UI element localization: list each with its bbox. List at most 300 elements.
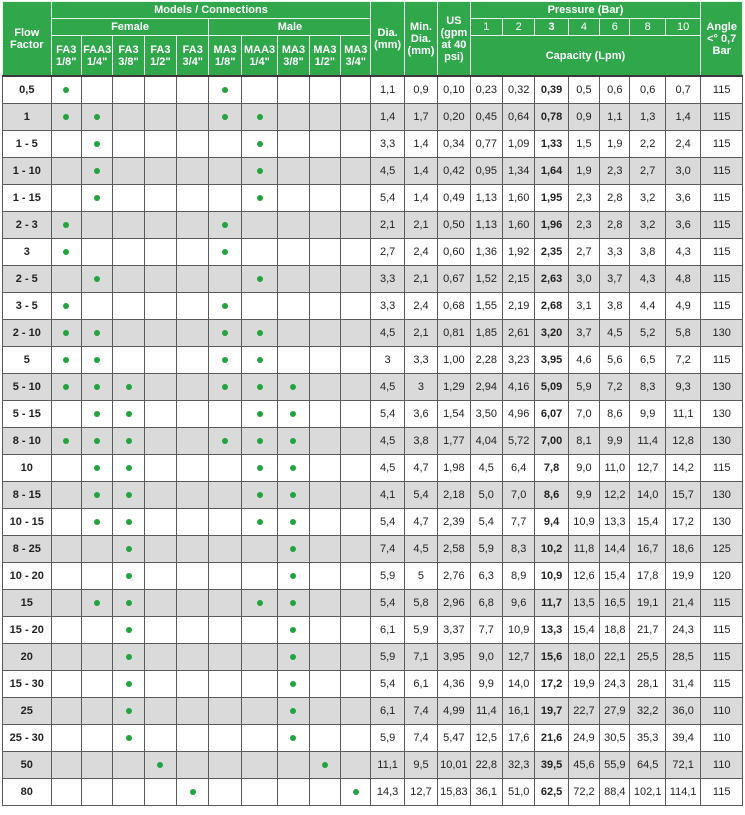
header-female bbox=[51, 19, 209, 36]
capacity-cell: 0,78 bbox=[535, 104, 568, 131]
capacity-cell: 10,9 bbox=[568, 509, 599, 536]
capacity-cell: 7,0 bbox=[568, 401, 599, 428]
availability-dot-icon bbox=[290, 681, 296, 687]
male-model-cell bbox=[241, 752, 277, 779]
min-dia-cell: 4,5 bbox=[404, 536, 437, 563]
female-model-cell bbox=[177, 509, 209, 536]
male-model-cell bbox=[341, 536, 371, 563]
flow-factor-cell: 25 - 30 bbox=[3, 725, 52, 752]
model-faa3-1-4 bbox=[81, 36, 112, 77]
table-row bbox=[3, 779, 743, 806]
female-model-cell bbox=[177, 644, 209, 671]
female-model-cell bbox=[113, 536, 144, 563]
min-dia-cell: 6,1 bbox=[404, 671, 437, 698]
male-model-cell bbox=[341, 131, 371, 158]
male-model-cell bbox=[241, 158, 277, 185]
table-row bbox=[3, 644, 743, 671]
us-gpm-cell: 0,68 bbox=[438, 293, 470, 320]
female-model-cell bbox=[177, 779, 209, 806]
availability-dot-icon bbox=[94, 195, 100, 201]
capacity-cell: 15,6 bbox=[535, 644, 568, 671]
capacity-cell: 0,6 bbox=[600, 76, 630, 104]
us-gpm-cell: 10,01 bbox=[438, 752, 470, 779]
male-model-cell bbox=[278, 671, 309, 698]
min-dia-cell: 5 bbox=[404, 563, 437, 590]
male-model-cell bbox=[309, 212, 340, 239]
angle-cell: 115 bbox=[701, 212, 743, 239]
female-model-cell bbox=[81, 428, 112, 455]
male-model-cell bbox=[309, 779, 340, 806]
capacity-cell: 21,6 bbox=[535, 725, 568, 752]
capacity-cell: 3,7 bbox=[568, 320, 599, 347]
angle-cell: 115 bbox=[701, 158, 743, 185]
availability-dot-icon bbox=[257, 492, 263, 498]
capacity-cell: 1,92 bbox=[502, 239, 534, 266]
us-gpm-cell: 0,10 bbox=[438, 76, 470, 104]
table-row bbox=[3, 239, 743, 266]
flow-factor-cell: 1 bbox=[3, 104, 52, 131]
angle-cell: 130 bbox=[701, 374, 743, 401]
female-model-cell bbox=[177, 76, 209, 104]
capacity-cell: 5,9 bbox=[568, 374, 599, 401]
male-model-cell bbox=[241, 644, 277, 671]
model-label: MA3 1/8" bbox=[213, 43, 237, 68]
female-model-cell bbox=[113, 185, 144, 212]
capacity-cell: 0,77 bbox=[470, 131, 502, 158]
capacity-cell: 4,8 bbox=[665, 266, 700, 293]
capacity-cell: 19,7 bbox=[535, 698, 568, 725]
capacity-cell: 7,2 bbox=[600, 374, 630, 401]
capacity-cell: 2,8 bbox=[600, 212, 630, 239]
capacity-cell: 32,3 bbox=[502, 752, 534, 779]
angle-cell: 115 bbox=[701, 671, 743, 698]
angle-cell: 130 bbox=[701, 401, 743, 428]
dia-cell: 1,4 bbox=[371, 104, 404, 131]
capacity-cell: 17,2 bbox=[535, 671, 568, 698]
capacity-cell: 1,60 bbox=[502, 212, 534, 239]
availability-dot-icon bbox=[322, 762, 328, 768]
male-model-cell bbox=[341, 374, 371, 401]
female-model-cell bbox=[144, 590, 176, 617]
female-model-cell bbox=[81, 671, 112, 698]
capacity-cell: 15,4 bbox=[630, 509, 665, 536]
capacity-cell: 2,61 bbox=[502, 320, 534, 347]
table-row bbox=[3, 428, 743, 455]
table-row bbox=[3, 617, 743, 644]
availability-dot-icon bbox=[222, 114, 228, 120]
capacity-cell: 114,1 bbox=[665, 779, 700, 806]
male-model-cell bbox=[278, 428, 309, 455]
dia-cell: 3,3 bbox=[371, 266, 404, 293]
capacity-cell: 5,8 bbox=[665, 320, 700, 347]
capacity-cell: 1,34 bbox=[502, 158, 534, 185]
pressure-col-4: 4 bbox=[568, 19, 599, 36]
capacity-cell: 31,4 bbox=[665, 671, 700, 698]
female-model-cell bbox=[113, 725, 144, 752]
capacity-cell: 11,1 bbox=[665, 401, 700, 428]
female-model-cell bbox=[51, 644, 81, 671]
female-model-cell bbox=[144, 698, 176, 725]
dia-cell: 2,7 bbox=[371, 239, 404, 266]
male-model-cell bbox=[209, 104, 241, 131]
male-model-cell bbox=[209, 644, 241, 671]
capacity-cell: 3,6 bbox=[665, 185, 700, 212]
table-row bbox=[3, 158, 743, 185]
us-gpm-cell: 4,99 bbox=[438, 698, 470, 725]
capacity-cell: 19,1 bbox=[630, 590, 665, 617]
header-min-dia bbox=[404, 2, 437, 77]
dia-cell: 5,9 bbox=[371, 725, 404, 752]
capacity-cell: 1,5 bbox=[568, 131, 599, 158]
male-model-cell bbox=[341, 239, 371, 266]
capacity-cell: 17,8 bbox=[630, 563, 665, 590]
dia-cell: 4,1 bbox=[371, 482, 404, 509]
flow-factor-cell: 1 - 10 bbox=[3, 158, 52, 185]
min-dia-cell: 5,9 bbox=[404, 617, 437, 644]
capacity-cell: 36,1 bbox=[470, 779, 502, 806]
male-model-cell bbox=[209, 347, 241, 374]
female-model-cell bbox=[113, 779, 144, 806]
female-model-cell bbox=[81, 185, 112, 212]
male-model-cell bbox=[309, 374, 340, 401]
male-model-cell bbox=[209, 482, 241, 509]
female-model-cell bbox=[51, 671, 81, 698]
male-model-cell bbox=[241, 239, 277, 266]
angle-cell: 115 bbox=[701, 455, 743, 482]
availability-dot-icon bbox=[290, 627, 296, 633]
capacity-cell: 2,68 bbox=[535, 293, 568, 320]
male-model-cell bbox=[209, 131, 241, 158]
male-model-cell bbox=[341, 671, 371, 698]
model-label: FA3 1/8" bbox=[56, 43, 77, 68]
header-pressure bbox=[470, 2, 701, 19]
male-model-cell bbox=[241, 185, 277, 212]
capacity-cell: 4,5 bbox=[470, 455, 502, 482]
female-model-cell bbox=[113, 347, 144, 374]
flow-factor-cell: 2 - 10 bbox=[3, 320, 52, 347]
pressure-col-2: 2 bbox=[502, 19, 534, 36]
male-model-cell bbox=[278, 509, 309, 536]
flow-factor-cell: 25 bbox=[3, 698, 52, 725]
female-model-cell bbox=[81, 455, 112, 482]
capacity-cell: 7,7 bbox=[502, 509, 534, 536]
flow-factor-cell: 50 bbox=[3, 752, 52, 779]
dia-cell: 3,3 bbox=[371, 293, 404, 320]
availability-dot-icon bbox=[94, 276, 100, 282]
dia-cell: 5,4 bbox=[371, 590, 404, 617]
capacity-cell: 8,3 bbox=[502, 536, 534, 563]
dia-cell: 4,5 bbox=[371, 428, 404, 455]
capacity-cell: 19,9 bbox=[665, 563, 700, 590]
male-model-cell bbox=[278, 698, 309, 725]
capacity-cell: 4,3 bbox=[630, 266, 665, 293]
table-row bbox=[3, 482, 743, 509]
female-model-cell bbox=[51, 293, 81, 320]
male-model-cell bbox=[278, 212, 309, 239]
availability-dot-icon bbox=[290, 654, 296, 660]
capacity-cell: 7,0 bbox=[502, 482, 534, 509]
male-model-cell bbox=[209, 698, 241, 725]
capacity-cell: 5,0 bbox=[470, 482, 502, 509]
availability-dot-icon bbox=[94, 330, 100, 336]
capacity-cell: 2,35 bbox=[535, 239, 568, 266]
dia-cell: 14,3 bbox=[371, 779, 404, 806]
female-model-cell bbox=[113, 212, 144, 239]
flow-factor-cell: 2 - 5 bbox=[3, 266, 52, 293]
flow-factor-cell: 10 - 15 bbox=[3, 509, 52, 536]
female-model-cell bbox=[177, 212, 209, 239]
male-model-cell bbox=[209, 293, 241, 320]
female-model-cell bbox=[177, 698, 209, 725]
availability-dot-icon bbox=[190, 789, 196, 795]
availability-dot-icon bbox=[126, 438, 132, 444]
capacity-cell: 8,3 bbox=[630, 374, 665, 401]
availability-dot-icon bbox=[353, 789, 359, 795]
min-dia-cell: 3,8 bbox=[404, 428, 437, 455]
model-label: FA3 1/2" bbox=[150, 43, 171, 68]
model-label: FA3 3/8" bbox=[118, 43, 139, 68]
male-model-cell bbox=[309, 725, 340, 752]
capacity-cell: 0,95 bbox=[470, 158, 502, 185]
table-body bbox=[3, 76, 743, 806]
capacity-cell: 13,5 bbox=[568, 590, 599, 617]
male-model-cell bbox=[241, 482, 277, 509]
male-model-cell bbox=[341, 590, 371, 617]
capacity-cell: 2,15 bbox=[502, 266, 534, 293]
male-model-cell bbox=[341, 185, 371, 212]
us-gpm-cell: 1,54 bbox=[438, 401, 470, 428]
flow-factor-cell: 10 bbox=[3, 455, 52, 482]
male-model-cell bbox=[341, 428, 371, 455]
male-model-cell bbox=[341, 320, 371, 347]
male-model-cell bbox=[209, 239, 241, 266]
capacity-cell: 1,1 bbox=[600, 104, 630, 131]
availability-dot-icon bbox=[257, 276, 263, 282]
table-row bbox=[3, 509, 743, 536]
capacity-cell: 4,3 bbox=[665, 239, 700, 266]
male-model-cell bbox=[241, 76, 277, 104]
male-model-cell bbox=[278, 590, 309, 617]
male-model-cell bbox=[309, 455, 340, 482]
female-model-cell bbox=[177, 752, 209, 779]
availability-dot-icon bbox=[126, 384, 132, 390]
male-model-cell bbox=[309, 320, 340, 347]
female-model-cell bbox=[81, 131, 112, 158]
female-model-cell bbox=[51, 104, 81, 131]
female-model-cell bbox=[51, 482, 81, 509]
female-model-cell bbox=[113, 455, 144, 482]
table-row bbox=[3, 374, 743, 401]
female-model-cell bbox=[51, 347, 81, 374]
us-gpm-cell: 0,81 bbox=[438, 320, 470, 347]
flow-factor-cell: 5 bbox=[3, 347, 52, 374]
availability-dot-icon bbox=[257, 114, 263, 120]
table-row bbox=[3, 752, 743, 779]
female-model-cell bbox=[51, 266, 81, 293]
us-gpm-cell: 2,76 bbox=[438, 563, 470, 590]
capacity-cell: 3,6 bbox=[665, 212, 700, 239]
flow-factor-cell: 3 - 5 bbox=[3, 293, 52, 320]
capacity-cell: 72,2 bbox=[568, 779, 599, 806]
male-model-cell bbox=[209, 266, 241, 293]
capacity-cell: 21,4 bbox=[665, 590, 700, 617]
male-model-cell bbox=[209, 320, 241, 347]
dia-cell: 2,1 bbox=[371, 212, 404, 239]
capacity-cell: 12,7 bbox=[502, 644, 534, 671]
capacity-cell: 6,4 bbox=[502, 455, 534, 482]
female-model-cell bbox=[113, 158, 144, 185]
us-gpm-cell: 15,83 bbox=[438, 779, 470, 806]
table-row bbox=[3, 185, 743, 212]
availability-dot-icon bbox=[257, 411, 263, 417]
us-gpm-cell: 0,34 bbox=[438, 131, 470, 158]
availability-dot-icon bbox=[126, 681, 132, 687]
capacity-cell: 1,96 bbox=[535, 212, 568, 239]
capacity-cell: 12,5 bbox=[470, 725, 502, 752]
availability-dot-icon bbox=[94, 465, 100, 471]
female-model-cell bbox=[51, 455, 81, 482]
dia-cell: 6,1 bbox=[371, 617, 404, 644]
male-model-cell bbox=[309, 671, 340, 698]
female-model-cell bbox=[81, 212, 112, 239]
capacity-cell: 4,9 bbox=[665, 293, 700, 320]
capacity-cell: 2,8 bbox=[600, 185, 630, 212]
flow-factor-cell: 10 - 20 bbox=[3, 563, 52, 590]
capacity-cell: 24,3 bbox=[665, 617, 700, 644]
availability-dot-icon bbox=[63, 384, 69, 390]
availability-dot-icon bbox=[222, 249, 228, 255]
availability-dot-icon bbox=[257, 384, 263, 390]
male-model-cell bbox=[209, 752, 241, 779]
female-model-cell bbox=[177, 536, 209, 563]
angle-cell: 115 bbox=[701, 347, 743, 374]
female-model-cell bbox=[51, 185, 81, 212]
angle-cell: 130 bbox=[701, 428, 743, 455]
male-model-cell bbox=[309, 185, 340, 212]
male-model-cell bbox=[309, 104, 340, 131]
capacity-cell: 9,0 bbox=[568, 455, 599, 482]
dia-cell: 5,4 bbox=[371, 185, 404, 212]
male-model-cell bbox=[278, 563, 309, 590]
dia-cell: 4,5 bbox=[371, 374, 404, 401]
male-model-cell bbox=[209, 185, 241, 212]
capacity-cell: 8,9 bbox=[502, 563, 534, 590]
female-model-cell bbox=[51, 725, 81, 752]
capacity-cell: 9,9 bbox=[630, 401, 665, 428]
female-model-cell bbox=[144, 347, 176, 374]
availability-dot-icon bbox=[126, 465, 132, 471]
male-model-cell bbox=[241, 293, 277, 320]
capacity-cell: 2,7 bbox=[630, 158, 665, 185]
capacity-cell: 1,33 bbox=[535, 131, 568, 158]
male-model-cell bbox=[209, 536, 241, 563]
flow-factor-cell: 20 bbox=[3, 644, 52, 671]
female-model-cell bbox=[51, 401, 81, 428]
flow-factor-cell: 8 - 15 bbox=[3, 482, 52, 509]
pressure-col-1: 1 bbox=[470, 19, 502, 36]
female-model-cell bbox=[144, 671, 176, 698]
header-dia bbox=[371, 2, 404, 77]
male-model-cell bbox=[241, 131, 277, 158]
capacity-cell: 14,2 bbox=[665, 455, 700, 482]
male-model-cell bbox=[341, 779, 371, 806]
capacity-cell: 6,8 bbox=[470, 590, 502, 617]
min-dia-cell: 4,7 bbox=[404, 455, 437, 482]
capacity-cell: 3,50 bbox=[470, 401, 502, 428]
min-dia-cell: 2,4 bbox=[404, 293, 437, 320]
capacity-cell: 15,7 bbox=[665, 482, 700, 509]
model-fa3-3-8 bbox=[113, 36, 144, 77]
capacity-cell: 32,2 bbox=[630, 698, 665, 725]
male-model-cell bbox=[278, 266, 309, 293]
female-model-cell bbox=[113, 131, 144, 158]
capacity-cell: 8,6 bbox=[600, 401, 630, 428]
capacity-cell: 9,9 bbox=[600, 428, 630, 455]
us-gpm-cell: 0,67 bbox=[438, 266, 470, 293]
male-model-cell bbox=[341, 104, 371, 131]
female-model-cell bbox=[81, 509, 112, 536]
availability-dot-icon bbox=[257, 519, 263, 525]
female-model-cell bbox=[113, 617, 144, 644]
capacity-cell: 0,32 bbox=[502, 76, 534, 104]
angle-cell: 120 bbox=[701, 563, 743, 590]
capacity-cell: 64,5 bbox=[630, 752, 665, 779]
capacity-cell: 28,1 bbox=[630, 671, 665, 698]
capacity-cell: 1,85 bbox=[470, 320, 502, 347]
capacity-cell: 27,9 bbox=[600, 698, 630, 725]
availability-dot-icon bbox=[290, 519, 296, 525]
availability-dot-icon bbox=[63, 303, 69, 309]
table-row bbox=[3, 563, 743, 590]
us-gpm-cell: 2,96 bbox=[438, 590, 470, 617]
availability-dot-icon bbox=[63, 222, 69, 228]
capacity-cell: 3,1 bbox=[568, 293, 599, 320]
capacity-cell: 16,1 bbox=[502, 698, 534, 725]
capacity-cell: 2,19 bbox=[502, 293, 534, 320]
female-model-cell bbox=[51, 320, 81, 347]
availability-dot-icon bbox=[126, 519, 132, 525]
capacity-cell: 0,39 bbox=[535, 76, 568, 104]
availability-dot-icon bbox=[222, 330, 228, 336]
capacity-cell: 11,4 bbox=[630, 428, 665, 455]
male-model-cell bbox=[309, 347, 340, 374]
capacity-cell: 9,9 bbox=[568, 482, 599, 509]
capacity-cell: 15,4 bbox=[568, 617, 599, 644]
min-dia-cell: 4,7 bbox=[404, 509, 437, 536]
capacity-cell: 2,3 bbox=[568, 185, 599, 212]
model-label: MAA3 1/4" bbox=[243, 43, 276, 68]
availability-dot-icon bbox=[94, 519, 100, 525]
male-model-cell bbox=[341, 212, 371, 239]
male-model-cell bbox=[209, 428, 241, 455]
female-model-cell bbox=[51, 374, 81, 401]
male-model-cell bbox=[278, 347, 309, 374]
female-model-cell bbox=[113, 401, 144, 428]
capacity-cell: 1,64 bbox=[535, 158, 568, 185]
female-model-cell bbox=[51, 212, 81, 239]
capacity-cell: 1,60 bbox=[502, 185, 534, 212]
us-gpm-cell: 4,36 bbox=[438, 671, 470, 698]
angle-cell: 115 bbox=[701, 131, 743, 158]
male-model-cell bbox=[309, 401, 340, 428]
female-model-cell bbox=[81, 104, 112, 131]
female-model-cell bbox=[177, 401, 209, 428]
capacity-cell: 2,3 bbox=[568, 212, 599, 239]
us-gpm-cell: 0,42 bbox=[438, 158, 470, 185]
male-model-cell bbox=[341, 401, 371, 428]
female-model-cell bbox=[144, 158, 176, 185]
female-model-cell bbox=[81, 725, 112, 752]
